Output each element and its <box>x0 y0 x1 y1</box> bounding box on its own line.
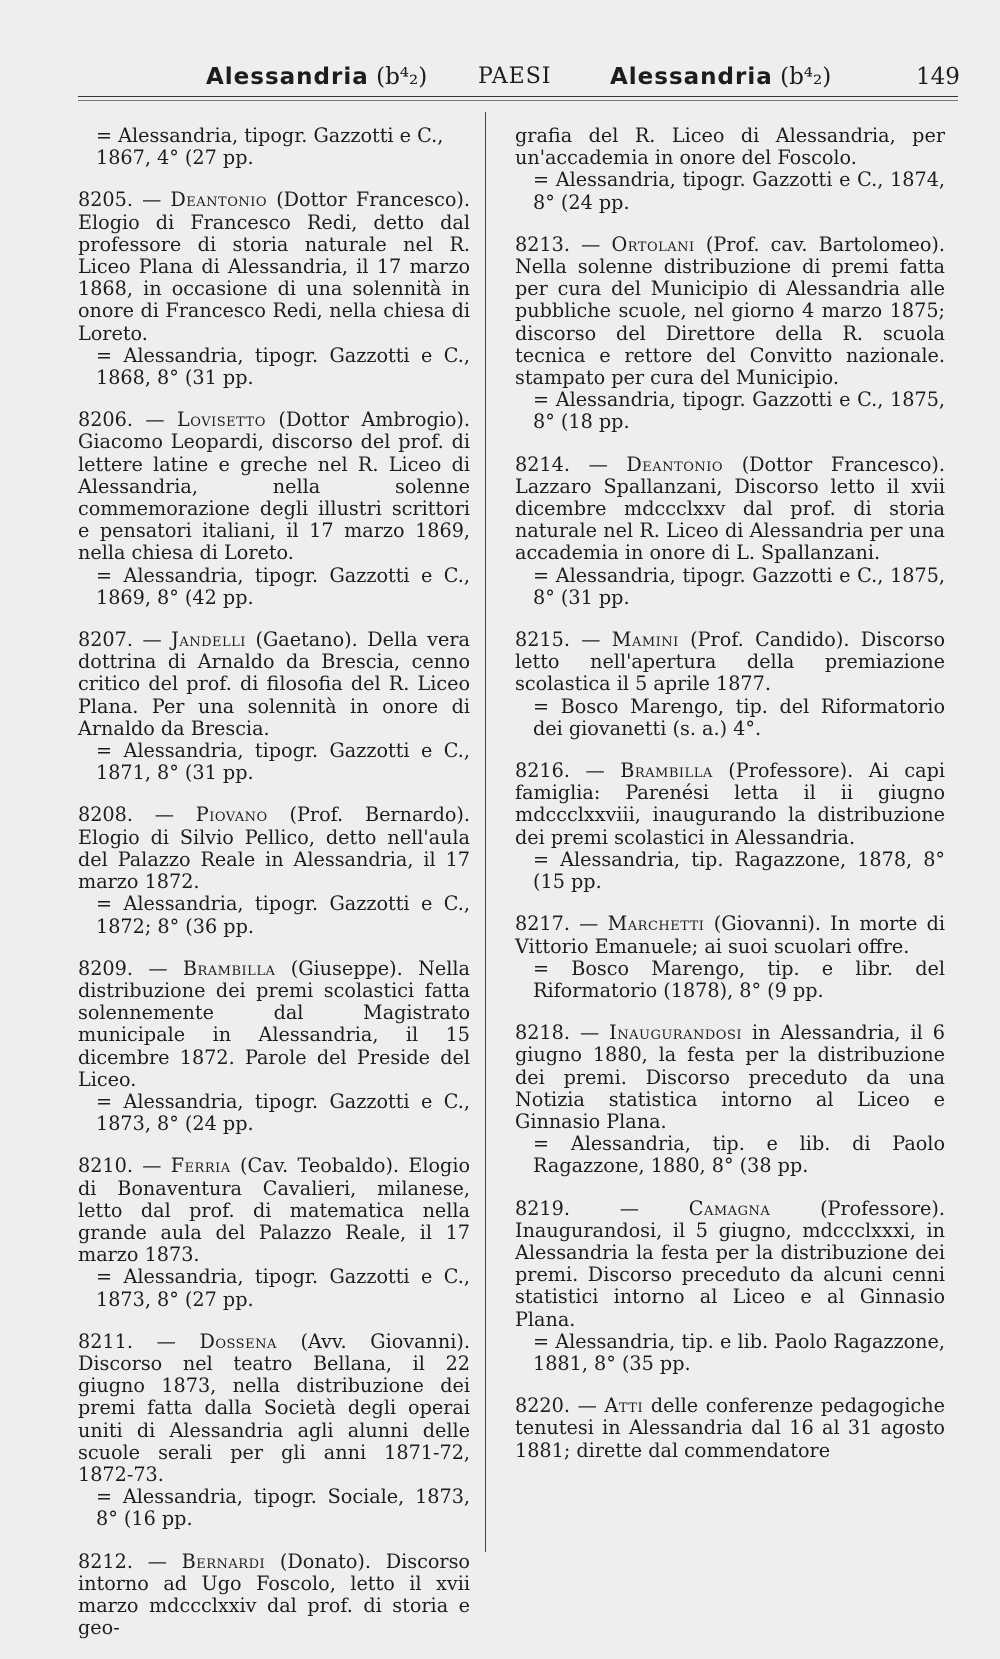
entry-text: 8209. — Brambilla (Giuseppe). Nella distribuzione dei premi scolastici fatta solennemente dal Magistrato municipale in Alessandria, il 15 dicembre 1872. Parole del Preside del Liceo. <box>78 956 470 1091</box>
entry-author: Atti <box>604 1394 644 1418</box>
entry-title: (Professore). Inaugurandosi, il 5 giugno, mdccclxxxi, in Alessandria la festa per la distribuzione dei premi. Discorso preceduto da alcuni cenni statistici intorno al Liceo e al Ginnasio Plana. <box>515 1196 945 1331</box>
entry-author: Ferria <box>170 1154 231 1178</box>
right-column <box>515 125 945 1482</box>
entry-text: 8208. — Piovano (Prof. Bernardo). Elogio di Silvio Pellico, detto nell'aula del Palazzo Reale in Alessandria, il 17 marzo 1872. <box>78 803 470 894</box>
entry-imprint: = Alessandria, tipogr. Gazzotti e C., 1868, 8° (31 pp. <box>96 343 470 390</box>
entry-text: 8205. — Deantonio (Dottor Francesco). Elogio di Francesco Redi, detto dal professore di storia naturale nel R. Liceo Plana di Alessandria, il 17 marzo 1868, in occasione di una solennità in onore di Francesco Redi, nella chiesa di Loreto. <box>78 188 471 345</box>
bibliography-entry <box>78 804 470 937</box>
entry-title: delle conferenze pedagogiche tenutesi in Alessandria dal 16 al 31 agosto 1881; dirette dal commendatore <box>515 1394 946 1462</box>
entry-title: (Prof. Bernardo). Elogio di Silvio Pellico, detto nell'aula del Palazzo Reale in Alessandria, il 17 marzo 1872. <box>78 803 470 894</box>
bibliography-entry <box>515 1395 945 1462</box>
entry-title: (Donato). Discorso intorno ad Ugo Foscolo, letto il xvii marzo mdccclxxiv dal prof. di storia e geo- <box>78 1549 470 1640</box>
entry-title: in Alessandria, il 6 giugno 1880, la festa per la distribuzione dei premi. Discorso preceduto da una Notizia statistica intorno al Liceo e Ginnasio Plana. <box>515 1021 946 1133</box>
entry-title: (Avv. Giovanni). Discorso nel teatro Bellana, il 22 giugno 1873, nella distribuzione dei premi fatta dalla Società degli operai uniti di Alessandria agli alunni delle scuole serali per gli anni 1871-72, 1872-73. <box>78 1329 470 1486</box>
entry-text: 8218. — Inaugurandosi in Alessandria, il 6 giugno 1880, la festa per la distribuzione dei premi. Discorso preceduto da una Notizia statistica intorno al Liceo e Ginnasio Plana. <box>515 1021 946 1133</box>
header-right <box>610 64 831 90</box>
entry-text: 8206. — Lovisetto (Dottor Ambrogio). Giacomo Leopardi, discorso del prof. di lettere latine e greche nel R. Liceo di Alessandria, nella solenne commemorazione degli illustri scrittori e pensatori italiani, il 17 marzo 1869, nella chiesa di Loreto. <box>78 408 470 565</box>
entry-number: 8207. <box>78 628 133 652</box>
page-number: 149 <box>916 64 960 90</box>
entry-author: Brambilla <box>182 956 276 980</box>
entry-number: 8209. <box>78 956 133 980</box>
header-section-title: PAESI <box>478 64 552 89</box>
header-right-place: Alessandria <box>610 64 773 90</box>
entry-author: Brambilla <box>620 759 713 783</box>
entry-imprint: = Bosco Marengo, tip. e libr. del Riformatorio (1878), 8° (9 pp. <box>533 956 945 1002</box>
entry-number: 8210. <box>78 1154 133 1178</box>
bibliography-entry <box>78 189 470 389</box>
entry-author: Jandelli <box>171 628 246 652</box>
entry-title: (Giovanni). In morte di Vittorio Emanuele; ai suoi scuolari offre. <box>515 912 945 958</box>
entry-title: (Dottor Francesco). Lazzaro Spallanzani, Discorso letto il xvii dicembre mdccclxxv dal prof. di storia naturale nel R. Liceo di Alessandria per una accademia in onore di L. Spallanzani. <box>515 452 946 565</box>
entry-author: Bernardi <box>181 1549 266 1573</box>
entry-text: 8220. — Atti delle conferenze pedagogiche tenutesi in Alessandria dal 16 al 31 agosto 1881; dirette dal commendatore <box>515 1394 946 1462</box>
header-rule <box>78 96 958 97</box>
column-divider <box>485 112 486 1552</box>
entry-number: 8219. <box>515 1196 570 1220</box>
left-entries <box>78 189 470 1639</box>
header-rule-thin <box>78 100 958 101</box>
entry-number: 8211. <box>78 1329 133 1353</box>
entry-author: Ortolani <box>611 232 695 256</box>
header-left-place: Alessandria <box>206 64 369 90</box>
header-left <box>206 64 427 90</box>
left-column <box>78 125 470 1659</box>
entry-imprint: = Alessandria, tipogr. Gazzotti e C., 1871, 8° (31 pp. <box>96 739 470 785</box>
entry-number: 8216. <box>515 759 570 783</box>
entry-title: (Prof. cav. Bartolomeo). Nella solenne distribuzione di premi fatta per cura del Municipio di Alessandria alle pubbliche scuole, nel giorno 4 marzo 1875; discorso del Direttore della R. scuola tecnica e rettore del Convitto nazionale. stampato per cura del Municipio. <box>515 232 946 390</box>
bibliography-entry <box>78 1155 470 1310</box>
entry-text: 8212. — Bernardi (Donato). Discorso intorno ad Ugo Foscolo, letto il xvii marzo mdccclxxiv dal prof. di storia e geo- <box>78 1549 470 1640</box>
entry-imprint: = Alessandria, tip. e lib. di Paolo Ragazzone, 1880, 8° (38 pp. <box>533 1132 945 1178</box>
entry-imprint: = Alessandria, tip. Ragazzone, 1878, 8° (15 pp. <box>533 847 945 894</box>
entry-imprint: = Alessandria, tipogr. Sociale, 1873, 8° (16 pp. <box>96 1485 470 1531</box>
bibliography-entry <box>515 1198 945 1376</box>
entry-text: 8211. — Dossena (Avv. Giovanni). Discorso nel teatro Bellana, il 22 giugno 1873, nella distribuzione dei premi fatta dalla Società degli operai uniti di Alessandria agli alunni delle scuole serali per gli anni 1871-72, 1872-73. <box>78 1329 470 1486</box>
entry-author: Mamini <box>611 628 679 652</box>
entry-number: 8206. <box>78 408 133 432</box>
entry-title: (Dottor Francesco). Elogio di Francesco Redi, detto dal professore di storia naturale nel R. Liceo Plana di Alessandria, il 17 marzo 1868, in occasione di una solennità in onore di Francesco Redi, nella chiesa di Loreto. <box>78 188 471 345</box>
bibliography-entry <box>78 1551 470 1640</box>
right-entries <box>515 234 945 1462</box>
entry-text: 8210. — Ferria (Cav. Teobaldo). Elogio di Bonaventura Cavalieri, milanese, letto dal prof. di matematica nella grande aula del Palazzo Reale, il 17 marzo 1873. <box>78 1154 471 1267</box>
entry-number: 8215. <box>515 628 570 652</box>
entry-author: Dossena <box>199 1329 277 1353</box>
continuation-text: grafia del R. Liceo di Alessandria, per un'accademia in onore del Foscolo. <box>515 124 945 170</box>
entry-number: 8220. <box>515 1394 570 1418</box>
entry-text: 8207. — Jandelli (Gaetano). Della vera dottrina di Arnaldo da Brescia, cenno critico del prof. di filosofia del R. Liceo Plana. Per una solennità in onore di Arnaldo da Brescia. <box>78 628 470 740</box>
bibliography-entry <box>78 958 470 1136</box>
entry-title: (Gaetano). Della vera dottrina di Arnaldo da Brescia, cenno critico del prof. di filosofia del R. Liceo Plana. Per una solennità in onore di Arnaldo da Brescia. <box>78 628 470 740</box>
entry-imprint: = Alessandria, tipogr. Gazzotti e C., 1873, 8° (27 pp. <box>96 1265 470 1311</box>
entry-imprint: = Alessandria, tipogr. Gazzotti e C., 1873, 8° (24 pp. <box>96 1089 470 1136</box>
entry-title: (Professore). Ai capi famiglia: Parenési letta il ii giugno mdccclxxviii, inaugurando la distribuzione dei premi scolastici in Alessandria. <box>515 759 945 849</box>
entry-imprint: = Alessandria, tip. e lib. Paolo Ragazzone, 1881, 8° (35 pp. <box>533 1329 945 1375</box>
bibliography-entry <box>515 454 945 609</box>
entry-author: Inaugurandosi <box>609 1021 742 1045</box>
entry-author: Marchetti <box>607 912 705 936</box>
header-right-code: (b⁴₂) <box>780 64 832 90</box>
entry-imprint: = Alessandria, tipogr. Gazzotti e C., 1875, 8° (31 pp. <box>533 563 945 609</box>
entry-text: 8213. — Ortolani (Prof. cav. Bartolomeo). Nella solenne distribuzione di premi fatta per cura del Municipio di Alessandria alle pubbliche scuole, nel giorno 4 marzo 1875; discorso del Direttore della R. scuola tecnica e rettore del Convitto nazionale. stampato per cura del Municipio. <box>515 232 946 390</box>
entry-number: 8213. <box>515 232 570 256</box>
entry-text: 8217. — Marchetti (Giovanni). In morte di Vittorio Emanuele; ai suoi scuolari offre. <box>515 912 945 958</box>
entry-title: (Giuseppe). Nella distribuzione dei premi scolastici fatta solennemente dal Magistrato municipale in Alessandria, il 15 dicembre 1872. Parole del Preside del Liceo. <box>78 956 470 1091</box>
entry-number: 8208. <box>78 803 133 827</box>
bibliography-entry <box>515 760 945 893</box>
entry-title: (Dottor Ambrogio). Giacomo Leopardi, discorso del prof. di lettere latine e greche nel R. Liceo di Alessandria, nella solenne commemorazione degli illustri scrittori e pensatori italiani, il 17 marzo 1869, nella chiesa di Loreto. <box>78 408 470 565</box>
bibliography-entry <box>78 409 470 609</box>
header-left-code: (b⁴₂) <box>376 64 428 90</box>
entry-number: 8214. <box>515 452 570 476</box>
entry-text: 8216. — Brambilla (Professore). Ai capi famiglia: Parenési letta il ii giugno mdccclxxviii, inaugurando la distribuzione dei premi scolastici in Alessandria. <box>515 759 945 849</box>
bibliography-entry <box>78 629 470 784</box>
bibliography-entry <box>515 234 945 434</box>
continuation-imprint: = Alessandria, tipogr. Gazzotti e C., 1874, 8° (24 pp. <box>533 168 945 214</box>
entry-text: 8219. — Camagna (Professore). Inaugurandosi, il 5 giugno, mdccclxxxi, in Alessandria la festa per la distribuzione dei premi. Discorso preceduto da alcuni cenni statistici intorno al Liceo e al Ginnasio Plana. <box>515 1196 945 1331</box>
bibliography-entry <box>515 1022 945 1177</box>
entry-title: (Prof. Candido). Discorso letto nell'apertura della premiazione scolastica il 5 aprile 1877. <box>515 628 945 696</box>
entry-imprint: = Bosco Marengo, tip. del Riformatorio dei giovanetti (s. a.) 4°. <box>533 694 945 740</box>
continuation-imprint: = Alessandria, tipogr. Gazzotti e C., 1867, 4° (27 pp. <box>96 124 444 170</box>
entry-imprint: = Alessandria, tipogr. Gazzotti e C., 1872; 8° (36 pp. <box>96 892 470 938</box>
entry-number: 8205. <box>78 188 133 212</box>
entry-author: Lovisetto <box>177 408 266 432</box>
continuation-entry <box>515 125 945 214</box>
bibliography-entry <box>515 629 945 740</box>
entry-text: 8214. — Deantonio (Dottor Francesco). Lazzaro Spallanzani, Discorso letto il xvii dicembre mdccclxxv dal prof. di storia naturale nel R. Liceo di Alessandria per una accademia in onore di L. Spallanzani. <box>515 452 946 565</box>
bibliography-entry <box>78 1331 470 1531</box>
entry-author: Piovano <box>195 803 268 827</box>
entry-imprint: = Alessandria, tipogr. Gazzotti e C., 1869, 8° (42 pp. <box>96 563 470 609</box>
entry-title: (Cav. Teobaldo). Elogio di Bonaventura Cavalieri, milanese, letto dal prof. di matematica nella grande aula del Palazzo Reale, il 17 marzo 1873. <box>78 1154 471 1267</box>
entry-number: 8217. <box>515 912 570 936</box>
entry-number: 8218. <box>515 1021 570 1045</box>
entry-text: 8215. — Mamini (Prof. Candido). Discorso letto nell'apertura della premiazione scolastica il 5 aprile 1877. <box>515 628 945 696</box>
entry-author: Deantonio <box>626 452 724 476</box>
bibliography-entry <box>515 913 945 1002</box>
entry-author: Deantonio <box>170 188 268 212</box>
entry-number: 8212. <box>78 1549 133 1573</box>
entry-imprint: = Alessandria, tipogr. Gazzotti e C., 1875, 8° (18 pp. <box>533 388 945 434</box>
entry-author: Camagna <box>688 1196 771 1220</box>
